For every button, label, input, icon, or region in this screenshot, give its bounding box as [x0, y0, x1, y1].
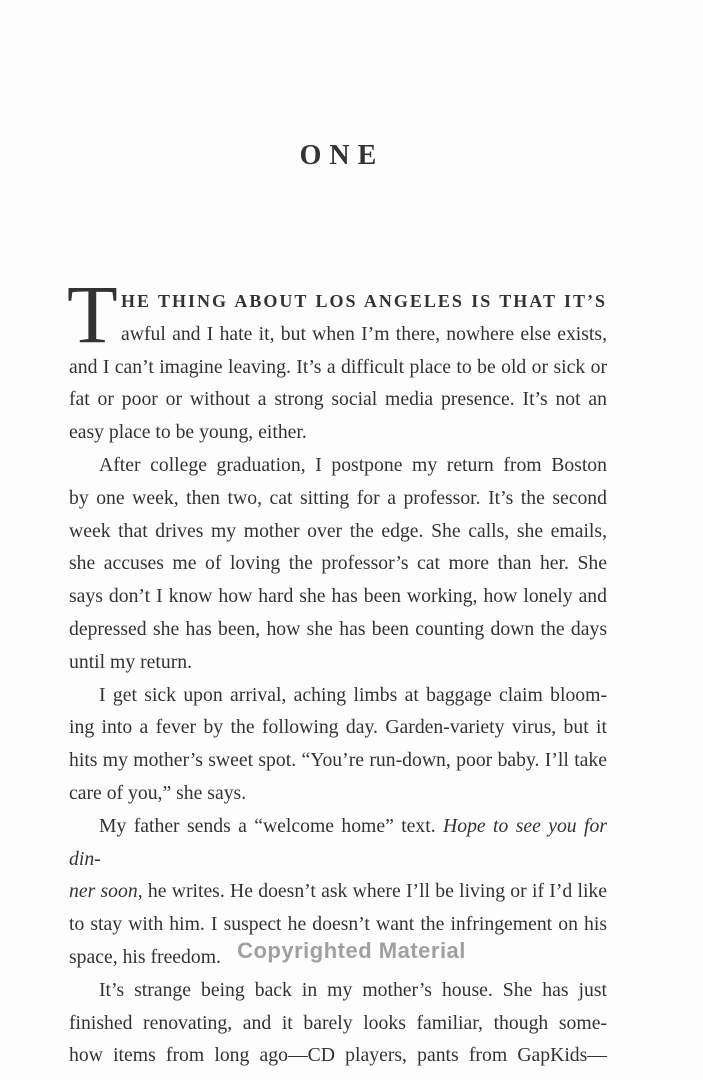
- text-line: [69, 416, 607, 449]
- text-line: [69, 351, 607, 384]
- body-text: week that drives my mother over the edge. She calls, she emails,: [69, 519, 607, 542]
- text-line: [69, 711, 607, 744]
- drop-cap: T: [67, 268, 118, 360]
- text-block: [67, 268, 607, 1072]
- text-line: [69, 383, 607, 416]
- body-text: how items from long ago—CD players, pants from GapKids—: [69, 1044, 607, 1067]
- paragraph: [69, 679, 607, 810]
- paragraph: [69, 449, 607, 679]
- italic-text: Hope to see you for din-: [69, 814, 607, 870]
- text-line: [69, 613, 607, 646]
- paragraph: [69, 974, 607, 1072]
- text-line: [69, 941, 607, 974]
- body-text: , he writes. He doesn’t ask where I’ll be living or if I’d like: [137, 880, 607, 903]
- body-text: care of you,” she says.: [69, 781, 247, 804]
- body-text: ing into a fever by the following day. Garden-variety virus, but it: [69, 716, 607, 739]
- body-text: I get sick upon arrival, aching limbs at baggage claim bloom-: [99, 683, 607, 706]
- body-text: finished renovating, and it barely looks familiar, though some-: [69, 1011, 607, 1034]
- body-text: HE THING ABOUT LOS ANGELES IS THAT IT’S: [121, 291, 607, 311]
- text-line: [69, 285, 607, 318]
- body-text: space, his freedom.: [69, 945, 221, 968]
- body-text: to stay with him. I suspect he doesn’t want the infringement on his: [69, 913, 607, 936]
- body-text: My father sends a “welcome home” text.: [99, 814, 444, 837]
- body-text: After college graduation, I postpone my return from Boston: [99, 453, 607, 476]
- chapter-heading: ONE: [299, 140, 385, 171]
- body-text: fat or poor or without a strong social media presence. It’s not an: [69, 388, 607, 411]
- text-line: [69, 679, 607, 712]
- body-text: easy place to be young, either.: [69, 421, 307, 444]
- text-line: [69, 777, 607, 810]
- body-text: hits my mother’s sweet spot. “You’re run-down, poor baby. I’ll take: [69, 749, 607, 772]
- copyright-watermark: Copyrighted Material: [237, 938, 466, 963]
- paragraph: [67, 268, 607, 449]
- text-line: [69, 646, 607, 679]
- text-line: [69, 318, 607, 351]
- text-line: [69, 580, 607, 613]
- body-text: awful and I hate it, but when I’m there, nowhere else exists,: [121, 322, 607, 345]
- text-line: [69, 1039, 607, 1072]
- text-line: [69, 810, 607, 876]
- paragraph: [69, 810, 607, 974]
- body-text: she accuses me of loving the professor’s cat more than her. She: [69, 552, 607, 575]
- body-text: depressed she has been, how she has been counting down the days: [69, 617, 607, 640]
- italic-text: ner soon: [69, 880, 138, 903]
- body-text: and I can’t imagine leaving. It’s a difficult place to be old or sick or: [69, 355, 607, 378]
- body-text: It’s strange being back in my mother’s house. She has just: [99, 978, 607, 1001]
- body-text: by one week, then two, cat sitting for a professor. It’s the second: [69, 486, 607, 509]
- body-text: until my return.: [69, 650, 193, 673]
- text-line: [69, 449, 607, 482]
- body-text: says don’t I know how hard she has been working, how lonely and: [69, 585, 607, 608]
- text-line: [69, 1007, 607, 1040]
- text-line: [69, 482, 607, 515]
- text-line: [69, 515, 607, 548]
- text-line: [69, 547, 607, 580]
- text-line: [69, 744, 607, 777]
- text-line: [69, 974, 607, 1007]
- text-line: [69, 908, 607, 941]
- text-line: [69, 875, 607, 908]
